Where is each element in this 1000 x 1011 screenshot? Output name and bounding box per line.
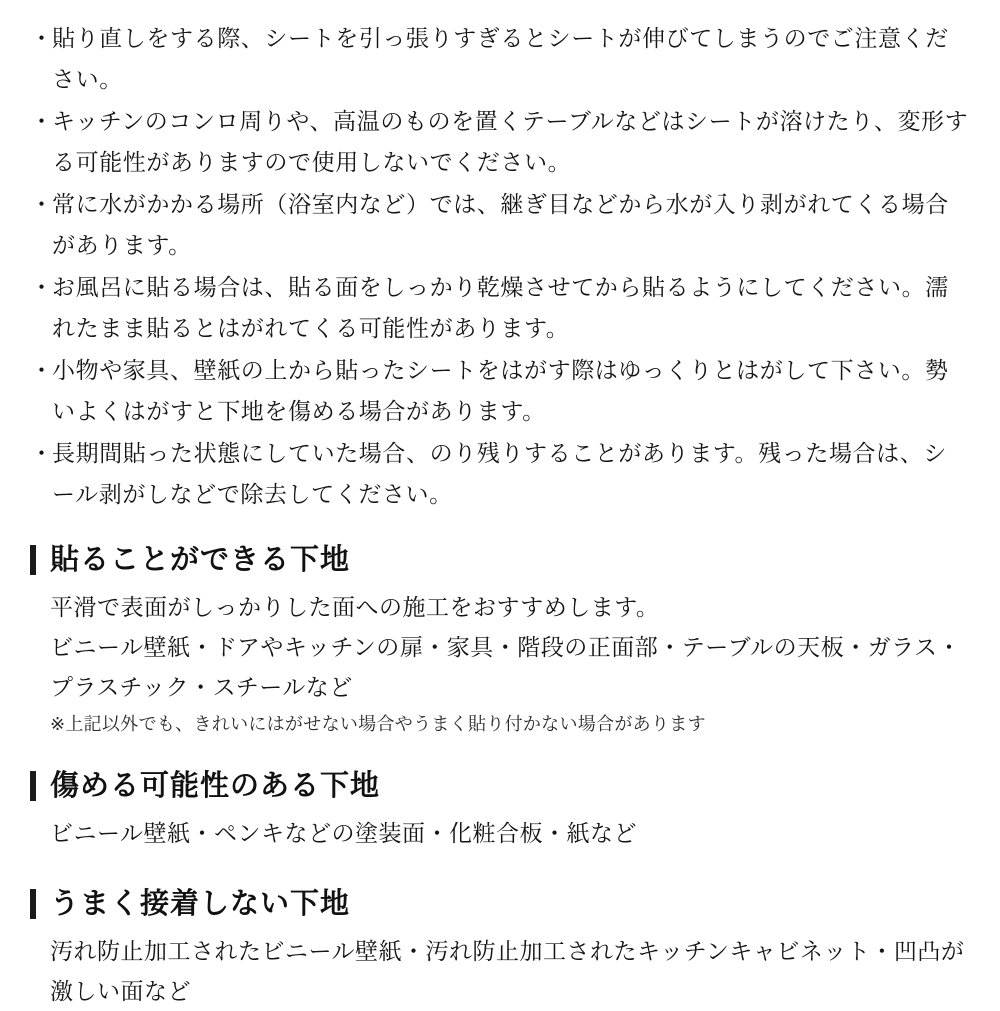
section-line: 汚れ防止加工されたビニール壁紙・汚れ防止加工されたキッチンキャビネット・凹凸が激しい面など bbox=[50, 938, 965, 1004]
bullet-icon: ・ bbox=[30, 108, 54, 134]
section-header bbox=[30, 769, 970, 803]
section-title: 傷める可能性のある下地 bbox=[50, 770, 381, 802]
section-title: 貼ることができる下地 bbox=[50, 544, 351, 576]
section-accent-bar bbox=[30, 771, 36, 801]
section-title: うまく接着しない下地 bbox=[50, 888, 351, 920]
section-non-adhering-surfaces bbox=[30, 887, 970, 1011]
caution-text: 常に水がかかる場所（浴室内など）では、継ぎ目などから水が入り剥がれてくる場合があります。 bbox=[52, 191, 949, 258]
caution-text: 小物や家具、壁紙の上から貼ったシートをはがす際はゆっくりとはがして下さい。勢いよくはがすと下地を傷める場合があります。 bbox=[52, 357, 949, 424]
list-item bbox=[30, 433, 970, 515]
caution-list bbox=[30, 18, 970, 515]
bullet-icon: ・ bbox=[30, 357, 54, 383]
section-line: ビニール壁紙・ペンキなどの塗装面・化粧合板・紙など bbox=[50, 820, 638, 846]
section-line: 平滑で表面がしっかりした面への施工をおすすめします。 bbox=[50, 594, 660, 620]
list-item bbox=[30, 101, 970, 183]
bullet-icon: ・ bbox=[30, 191, 54, 217]
bullet-icon: ・ bbox=[30, 25, 54, 51]
caution-text: キッチンのコンロ周りや、高温のものを置くテーブルなどはシートが溶けたり、変形する可能性がありますので使用しないでください。 bbox=[52, 108, 969, 175]
section-header bbox=[30, 887, 970, 921]
caution-text: お風呂に貼る場合は、貼る面をしっかり乾燥させてから貼るようにしてください。濡れたまま貼るとはがれてくる可能性があります。 bbox=[52, 274, 949, 341]
caution-text: 長期間貼った状態にしていた場合、のり残りすることがあります。残った場合は、シール剥がしなどで除去してください。 bbox=[52, 440, 947, 507]
section-accent-bar bbox=[30, 889, 36, 919]
list-item bbox=[30, 18, 970, 100]
list-item bbox=[30, 184, 970, 266]
bullet-icon: ・ bbox=[30, 440, 54, 466]
section-accent-bar bbox=[30, 545, 36, 575]
caution-text: 貼り直しをする際、シートを引っ張りすぎるとシートが伸びてしまうのでご注意ください。 bbox=[52, 25, 949, 92]
section-body bbox=[30, 587, 970, 739]
bullet-icon: ・ bbox=[30, 274, 54, 300]
section-body bbox=[30, 931, 970, 1011]
section-line: ビニール壁紙・ドアやキッチンの扉・家具・階段の正面部・テーブルの天板・ガラス・プラスチック・スチールなど bbox=[50, 634, 961, 700]
section-header bbox=[30, 543, 970, 577]
list-item bbox=[30, 267, 970, 349]
section-body bbox=[30, 813, 970, 853]
section-footnote: ※上記以外でも、きれいにはがせない場合やうまく貼り付かない場合があります bbox=[50, 714, 706, 734]
list-item bbox=[30, 350, 970, 432]
section-damageable-surfaces bbox=[30, 769, 970, 853]
section-applicable-surfaces bbox=[30, 543, 970, 739]
